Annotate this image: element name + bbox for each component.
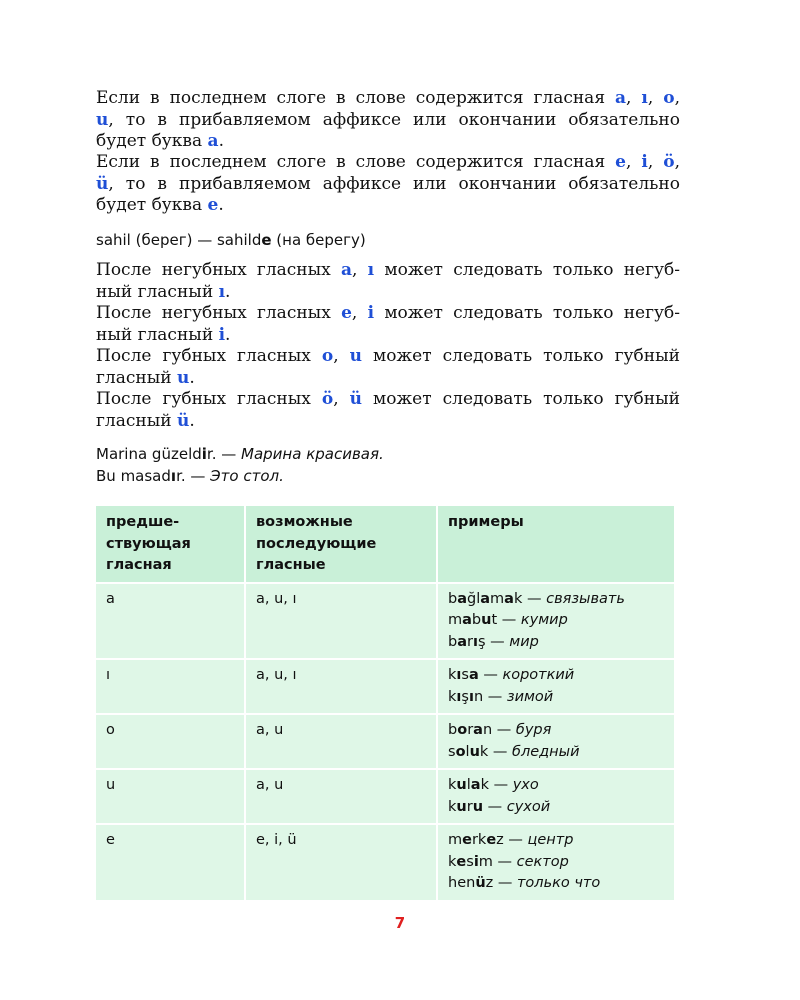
text-line: будет буква a. xyxy=(96,131,224,151)
cell-examples xyxy=(438,825,674,900)
cell-examples xyxy=(438,715,674,768)
example-line: sahil (берег) — sahilde (на берегу) xyxy=(96,231,366,249)
table-row xyxy=(96,770,674,823)
header-next-vowels: возможные последующие гласные xyxy=(246,506,436,582)
example-sahil xyxy=(96,230,366,252)
text-line: После губных гласных ö, ü может следовать только губный xyxy=(96,389,680,409)
text-line: ный гласный ı. xyxy=(96,281,231,302)
cell-examples xyxy=(438,660,674,713)
text-line: После негубных гласных e, i может следовать только негуб- xyxy=(96,303,680,323)
header-previous-vowel: предше- ствующая гласная xyxy=(96,506,244,582)
text-line: После губных гласных o, u может следовать только губный xyxy=(96,346,680,366)
cell-next-vowels: e, i, ü xyxy=(246,825,436,900)
cell-previous-vowel: u xyxy=(96,770,244,823)
cell-next-vowels: a, u, ı xyxy=(246,584,436,659)
table-header-row xyxy=(96,506,674,582)
text-line: u, то в прибавляемом аффиксе или окончании обязательно xyxy=(96,109,680,130)
example-word: barış — мир xyxy=(448,633,539,650)
table-row xyxy=(96,660,674,713)
example-sentences xyxy=(96,444,384,487)
table-row xyxy=(96,584,674,659)
text-line: ü, то в прибавляемом аффиксе или окончании обязательно xyxy=(96,173,680,194)
table-row xyxy=(96,715,674,768)
example-word: boran — буря xyxy=(448,722,552,738)
cell-next-vowels: a, u, ı xyxy=(246,660,436,713)
example-word: kesim — сектор xyxy=(448,853,569,870)
paragraph-rule-labial xyxy=(96,260,680,432)
example-line: Bu masadır. — Это стол. xyxy=(96,466,284,485)
cell-previous-vowel: a xyxy=(96,584,244,659)
example-word: mabut — кумир xyxy=(448,612,568,628)
example-word: bağlamak — связывать xyxy=(448,590,625,607)
vowel-harmony-table xyxy=(94,504,676,902)
example-word: kısa — короткий xyxy=(448,667,575,683)
text-line: После негубных гласных a, ı может следовать только негуб- xyxy=(96,260,680,280)
paragraph-rule-back-vowels xyxy=(96,88,680,153)
text-line: Если в последнем слоге в слове содержится гласная e, i, ö, xyxy=(96,152,680,172)
example-word: soluk — бледный xyxy=(448,743,580,760)
example-word: merkez — центр xyxy=(448,832,574,848)
example-word: kulak — ухо xyxy=(448,777,539,793)
header-examples: примеры xyxy=(438,506,674,582)
cell-previous-vowel: e xyxy=(96,825,244,900)
cell-examples xyxy=(438,770,674,823)
example-word: henüz — только что xyxy=(448,875,601,891)
table-row xyxy=(96,825,674,900)
cell-next-vowels: a, u xyxy=(246,715,436,768)
paragraph-rule-front-vowels xyxy=(96,152,680,217)
text-line: ный гласный i. xyxy=(96,324,231,345)
example-line: Marina güzeldir. — Марина красивая. xyxy=(96,445,384,463)
text-line: гласный ü. xyxy=(96,410,195,431)
cell-next-vowels: a, u xyxy=(246,770,436,823)
example-word: kışın — зимой xyxy=(448,688,554,705)
cell-examples xyxy=(438,584,674,659)
page-number: 7 xyxy=(394,914,406,932)
text-line: будет буква e. xyxy=(96,195,224,215)
text-line: Если в последнем слоге в слове содержится гласная a, ı, o, xyxy=(96,88,680,108)
cell-previous-vowel: o xyxy=(96,715,244,768)
example-word: kuru — сухой xyxy=(448,798,551,815)
cell-previous-vowel: ı xyxy=(96,660,244,713)
text-line: гласный u. xyxy=(96,367,195,388)
